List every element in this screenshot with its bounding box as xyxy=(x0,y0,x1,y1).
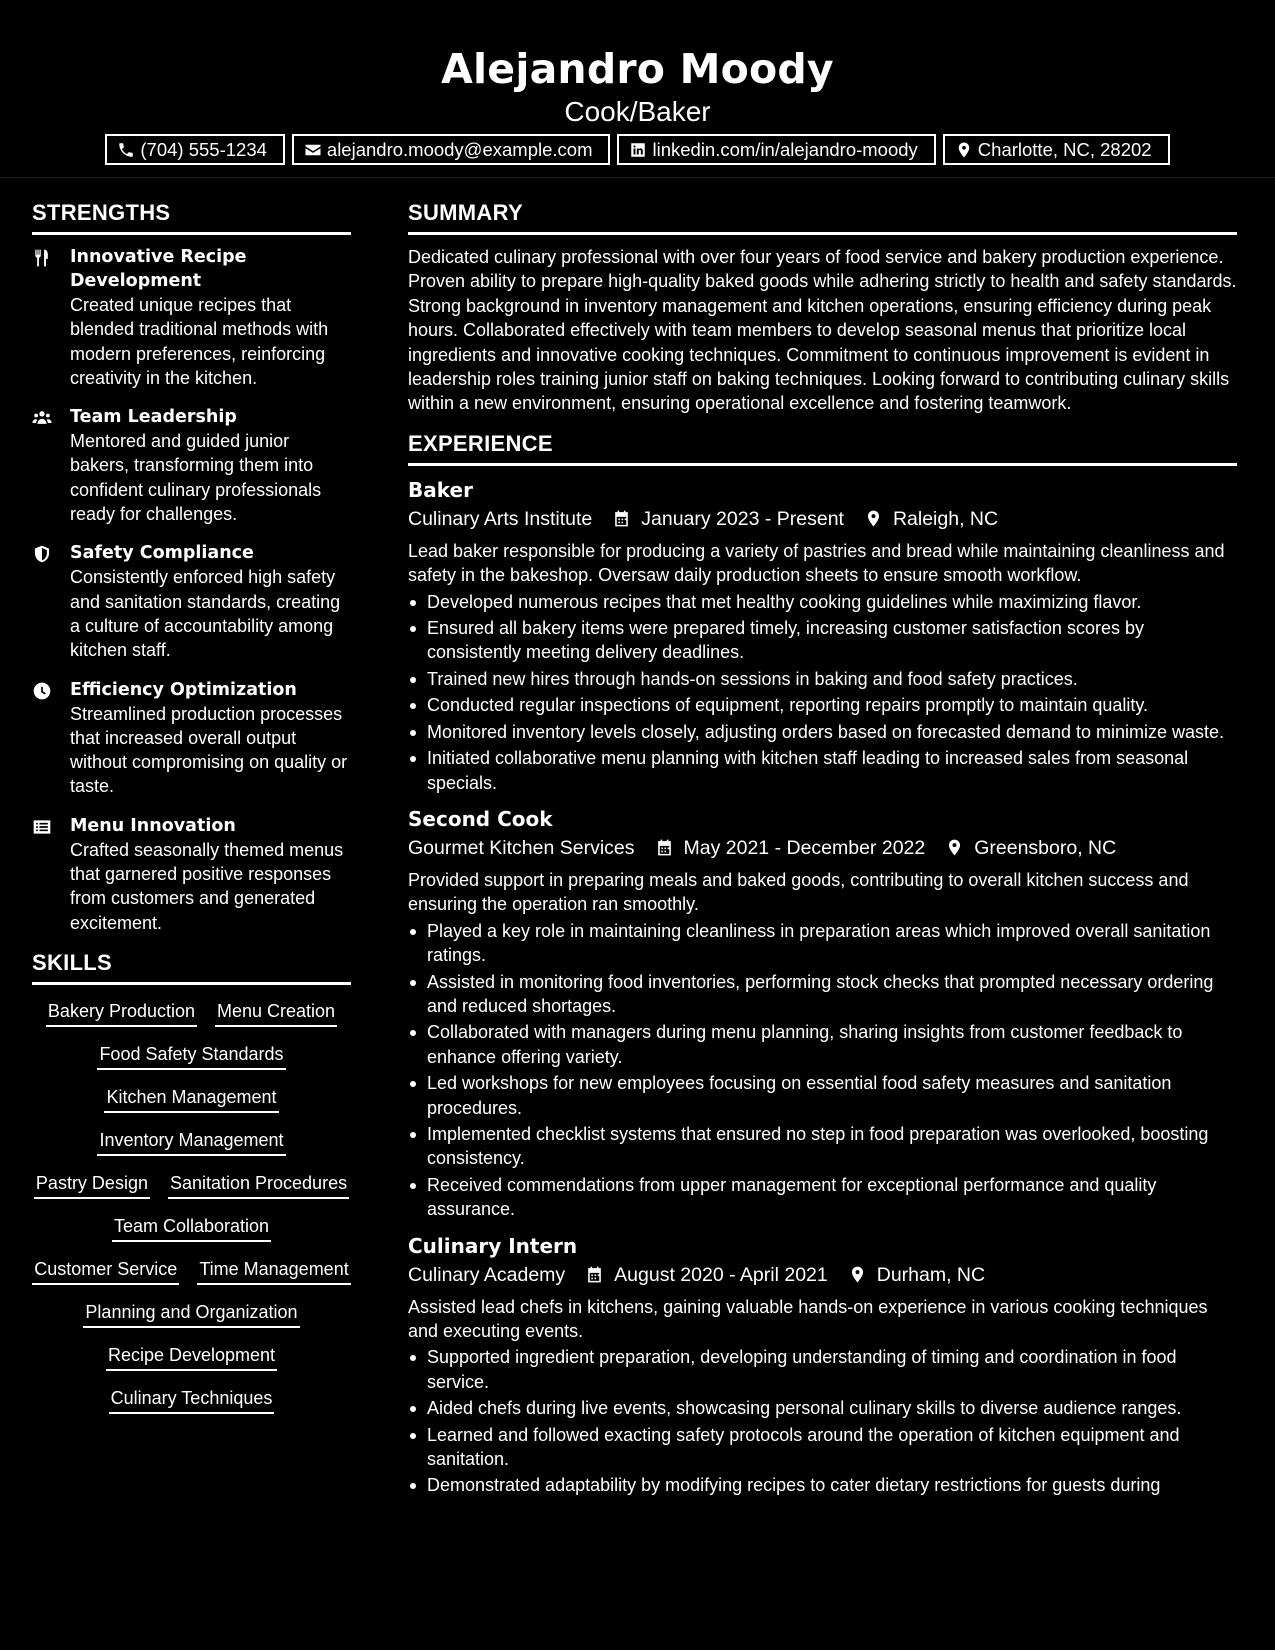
left-column xyxy=(32,178,351,1508)
list-item: Initiated collaborative menu planning with kitchen staff leading to increased sales from seasonal specials. xyxy=(408,746,1237,795)
list-item: Conducted regular inspections of equipment, reporting repairs promptly to maintain quality. xyxy=(408,693,1237,717)
calendar-icon xyxy=(655,838,674,857)
skill-tag: Culinary Techniques xyxy=(109,1386,275,1414)
list-item: Ensured all bakery items were prepared timely, increasing customer satisfaction scores by consistently meeting delivery deadlines. xyxy=(408,616,1237,665)
skill-tag: Recipe Development xyxy=(106,1343,277,1371)
location-icon xyxy=(945,838,964,857)
skill-tag: Pastry Design xyxy=(34,1171,150,1199)
strength-item xyxy=(32,245,351,390)
strength-desc: Streamlined production processes that increased overall output without compromising on quality or taste. xyxy=(70,703,348,797)
job-title: Second Cook xyxy=(408,806,553,831)
job-meta xyxy=(408,835,1237,861)
strength-item xyxy=(32,541,351,662)
strength-title: Team Leadership xyxy=(70,407,237,428)
list-item: Led workshops for new employees focusing on essential food safety measures and sanitation procedures. xyxy=(408,1071,1237,1120)
strengths-heading: STRENGTHS xyxy=(32,200,351,235)
job-meta xyxy=(408,1262,1237,1288)
contact-location-text: Charlotte, NC, 28202 xyxy=(977,138,1152,160)
list-item: Implemented checklist systems that ensured no step in food preparation was overlooked, boosting consistency. xyxy=(408,1122,1237,1171)
utensils-icon xyxy=(32,248,52,268)
location-icon xyxy=(864,509,883,528)
job-dates: August 2020 - April 2021 xyxy=(614,1263,828,1286)
list-item: Received commendations from upper management for exceptional performance and quality assurance. xyxy=(408,1173,1237,1222)
contact-email-text: alejandro.moody@example.com xyxy=(326,138,593,160)
contact-phone-text: (704) 555-1234 xyxy=(140,138,267,160)
job-company: Culinary Arts Institute xyxy=(408,507,593,530)
calendar-icon xyxy=(585,1265,604,1284)
job-description: Provided support in preparing meals and baked goods, contributing to overall kitchen success and ensuring the operation ran smoothly. xyxy=(408,869,1189,915)
skill-tag: Bakery Production xyxy=(46,999,197,1027)
candidate-name: Alejandro Moody xyxy=(441,45,834,93)
list-item: Developed numerous recipes that met healthy cooking guidelines while maximizing flavor. xyxy=(408,590,1237,614)
skill-tag: Inventory Management xyxy=(97,1128,285,1156)
strength-desc: Created unique recipes that blended traditional methods with modern preferences, reinforcing creativity in the kitchen. xyxy=(70,295,329,388)
summary-heading: SUMMARY xyxy=(408,200,1237,235)
strength-item xyxy=(32,678,351,799)
list-item: Assisted in monitoring food inventories, performing stock checks that prompted necessary ordering and reduced shortages. xyxy=(408,970,1237,1019)
list-item: Learned and followed exacting safety protocols around the operation of kitchen equipment and sanitation. xyxy=(408,1423,1237,1472)
skills-heading: SKILLS xyxy=(32,950,351,985)
job-entry xyxy=(408,476,1237,795)
experience-heading: EXPERIENCE xyxy=(408,431,1237,466)
list-item: Played a key role in maintaining cleanliness in preparation areas which improved overall sanitation ratings. xyxy=(408,919,1237,968)
strength-desc: Crafted seasonally themed menus that garnered positive responses from customers and generated excitement. xyxy=(70,839,344,933)
strength-title: Safety Compliance xyxy=(70,543,254,564)
contact-email[interactable] xyxy=(292,134,611,165)
strength-desc: Mentored and guided junior bakers, transforming them into confident culinary professionals ready for challenges. xyxy=(70,431,322,525)
job-title: Baker xyxy=(408,477,473,502)
skill-tag: Customer Service xyxy=(32,1257,179,1285)
calendar-icon xyxy=(612,509,631,528)
job-dates: January 2023 - Present xyxy=(641,507,844,530)
job-description: Lead baker responsible for producing a variety of pastries and bread while maintaining cleanliness and safety in the bakeshop. Oversaw daily production sheets to ensure smooth workflow. xyxy=(408,540,1225,586)
list-item: Supported ingredient preparation, developing understanding of timing and coordination in food service. xyxy=(408,1345,1237,1394)
skill-tag: Menu Creation xyxy=(215,999,337,1027)
job-bullets xyxy=(408,919,1237,1222)
contact-phone[interactable] xyxy=(105,134,285,165)
strength-title: Innovative Recipe Development xyxy=(70,247,247,291)
skill-tag: Time Management xyxy=(197,1257,350,1285)
strength-desc: Consistently enforced high safety and sanitation standards, creating a culture of accountability among kitchen staff. xyxy=(70,567,341,661)
shield-icon xyxy=(32,544,52,564)
skill-tag: Food Safety Standards xyxy=(97,1042,285,1070)
users-icon xyxy=(32,408,52,428)
strength-item xyxy=(32,405,351,526)
candidate-role: Cook/Baker xyxy=(564,96,711,127)
strength-title: Menu Innovation xyxy=(70,815,236,836)
list-item: Aided chefs during live events, showcasing personal culinary skills to diverse audience ranges. xyxy=(408,1396,1237,1420)
resume-header xyxy=(0,0,1275,178)
list-item: Collaborated with managers during menu planning, sharing insights from customer feedback to enhance offering variety. xyxy=(408,1020,1237,1069)
job-entry xyxy=(408,805,1237,1222)
strength-title: Efficiency Optimization xyxy=(70,679,297,700)
right-column xyxy=(408,178,1237,1508)
job-title: Culinary Intern xyxy=(408,1233,578,1258)
job-dates: May 2021 - December 2022 xyxy=(683,836,926,859)
job-description: Assisted lead chefs in kitchens, gaining valuable hands-on experience in various cooking techniques and executing events. xyxy=(408,1296,1208,1341)
menu-list-icon xyxy=(32,817,52,837)
location-icon xyxy=(848,1265,867,1284)
phone-icon xyxy=(117,141,135,159)
summary-text: Dedicated culinary professional with over four years of food service and bakery production experience. Proven ability to prepare high-quality baked goods while adhering strictly to health and safety standards. Strong background in inventory management and kitchen operations, ensuring efficiency during peak hours. Collaborated effectively with team members to develop seasonal menus that prioritize local ingredients and innovative cooking techniques. Commitment to continuous improvement is evident in leadership roles training junior staff on baking techniques. Looking forward to contributing culinary skills within a new environment, ensuring operational excellence and fostering teamwork. xyxy=(408,247,1237,414)
skill-tag: Sanitation Procedures xyxy=(168,1171,349,1199)
skill-tag: Team Collaboration xyxy=(112,1214,271,1242)
contact-location[interactable] xyxy=(943,134,1170,165)
job-company: Culinary Academy xyxy=(408,1263,566,1286)
skill-tag: Planning and Organization xyxy=(83,1300,299,1328)
contact-linkedin-text: linkedin.com/in/alejandro-moody xyxy=(652,138,918,160)
job-location: Durham, NC xyxy=(876,1263,986,1286)
list-item: Monitored inventory levels closely, adjusting orders based on forecasted demand to minimize waste. xyxy=(408,720,1237,744)
skills-list xyxy=(32,999,351,1414)
job-location: Greensboro, NC xyxy=(974,836,1117,859)
job-bullets xyxy=(408,1345,1237,1497)
job-entry xyxy=(408,1232,1237,1498)
location-icon xyxy=(955,141,973,159)
clock-icon xyxy=(32,681,52,701)
contact-bar xyxy=(0,134,1275,165)
contact-linkedin[interactable] xyxy=(617,134,935,165)
strength-item xyxy=(32,814,351,935)
job-location: Raleigh, NC xyxy=(892,507,999,530)
skill-tag: Kitchen Management xyxy=(104,1085,278,1113)
job-bullets xyxy=(408,590,1237,795)
linkedin-icon xyxy=(629,141,647,159)
list-item: Demonstrated adaptability by modifying recipes to cater dietary restrictions for guests during xyxy=(408,1473,1237,1497)
list-item: Trained new hires through hands-on sessions in baking and food safety practices. xyxy=(408,667,1237,691)
job-company: Gourmet Kitchen Services xyxy=(408,836,635,859)
job-meta xyxy=(408,506,1237,532)
email-icon xyxy=(304,141,322,159)
